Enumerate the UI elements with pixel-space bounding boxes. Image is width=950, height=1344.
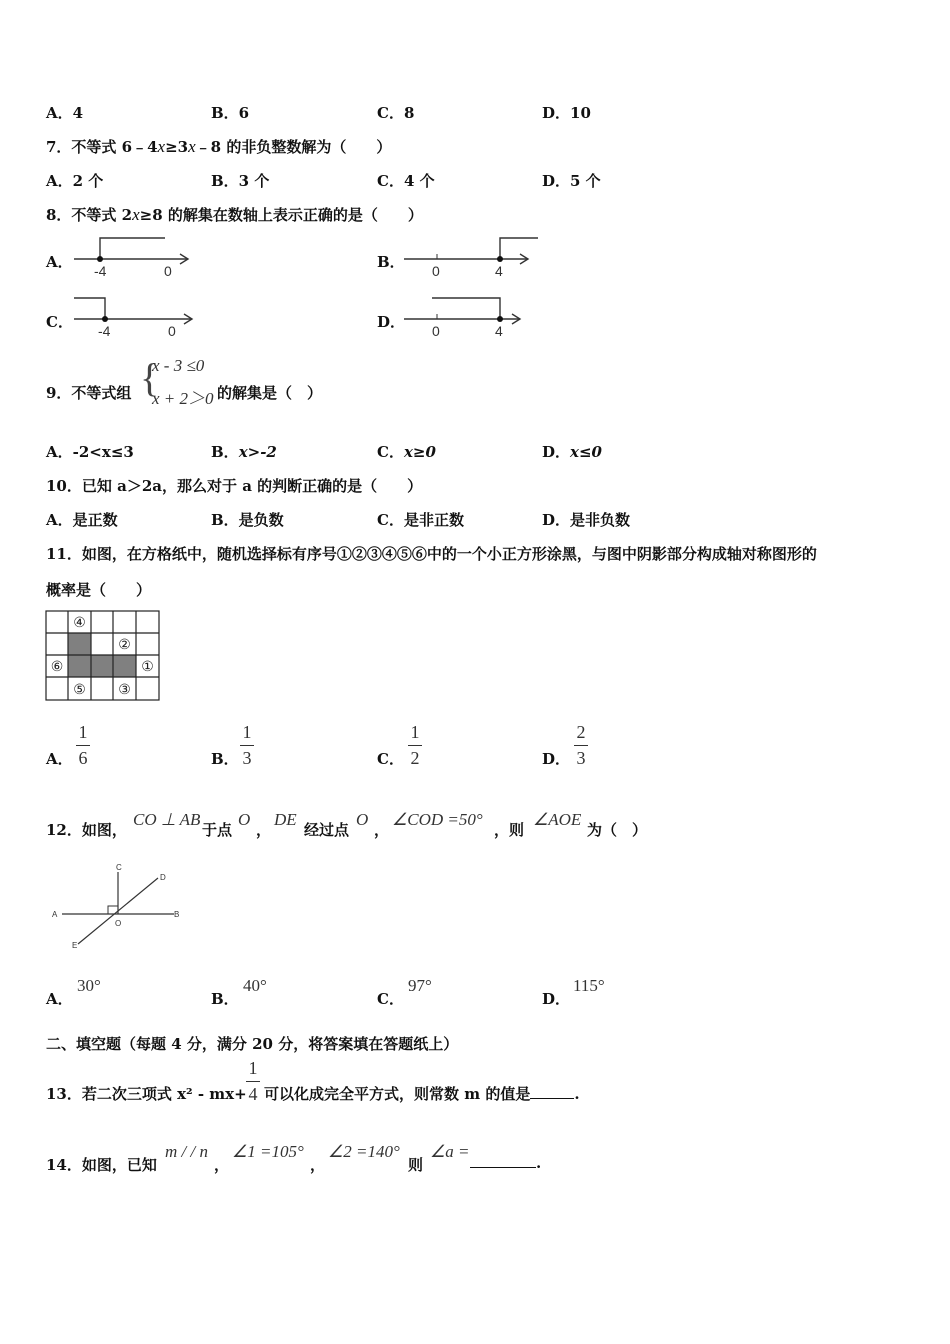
q12-text-1: 于点 — [202, 821, 233, 839]
q9-inequality-2: x + 2＞0 — [152, 389, 214, 408]
q12-option-c-value: 97° — [408, 976, 432, 995]
fig-label-b: B — [174, 910, 180, 919]
q11-option-d-label: D． — [542, 750, 571, 768]
q12-option-d-value: 115° — [573, 976, 605, 995]
tick-label: 4 — [495, 263, 503, 279]
fig-label-c: C — [116, 863, 122, 872]
q14-stem-pre: 14．如图，已知 — [46, 1156, 157, 1174]
q14-math-angle-a: ∠a = — [430, 1142, 470, 1161]
q12-option-a-label: A． — [46, 990, 73, 1008]
q12-option-a-value: 30° — [77, 976, 101, 995]
q14-math-angle1: ∠1 =105° — [232, 1142, 304, 1161]
fig-label-e: E — [72, 941, 78, 950]
q12-text-2: ， — [256, 821, 272, 839]
q12-text-4: ， — [374, 821, 390, 839]
q8-label-c: C． — [46, 313, 73, 331]
grid-label-1: ① — [141, 658, 154, 674]
q12-text-5: ，则 — [494, 821, 525, 839]
grid-label-6: ⑥ — [50, 658, 64, 674]
q10-option-d: D．是非负数 — [542, 511, 631, 529]
grid-label-3: ③ — [118, 681, 131, 697]
q12-math-perp: CO ⊥ AB — [133, 810, 201, 829]
q7-stem: 7．不等式 6﹣4x≥3x﹣8 的非负整数解为（ ） — [46, 137, 392, 156]
tick-label: 0 — [164, 263, 172, 279]
q10-stem: 10．已知 a＞2a，那么对于 a 的判断正确的是（ ） — [46, 477, 423, 495]
q12-option-d-label: D． — [542, 990, 571, 1008]
q7-option-b: B．3 个 — [211, 172, 270, 190]
q9-label: 9．不等式组 — [46, 384, 132, 402]
tick-label: 4 — [495, 323, 503, 339]
q12-text-6: 为（ ） — [587, 821, 648, 839]
q6-option-a: A．4 — [46, 104, 84, 122]
grid-label-2: ② — [118, 636, 131, 652]
fig-label-o: O — [115, 919, 122, 928]
q14-math-angle2: ∠2 =140° — [328, 1142, 400, 1161]
answer-blank[interactable] — [470, 1167, 536, 1168]
number-line-a — [70, 232, 195, 280]
q11-stem-line1: 11．如图，在方格纸中，随机选择标有序号①②③④⑤⑥中的一个小正方形涂黑，与图中阴影部分构成轴对称图形的 — [46, 545, 817, 563]
number-line-d — [400, 292, 530, 340]
q8-label-a: A． — [46, 253, 73, 271]
q10-option-a: A．是正数 — [46, 511, 118, 529]
q12-text-3: 经过点 — [304, 821, 350, 839]
q12-math-angle-cod: ∠COD =50° — [392, 810, 483, 829]
angle-figure — [48, 860, 188, 952]
q6-option-d: D．10 — [542, 104, 591, 122]
q12-option-b-label: B． — [211, 990, 239, 1008]
q6-option-b: B．6 — [211, 104, 250, 122]
q9-option-d: D．x≤0 — [542, 443, 602, 461]
q11-option-b-label: B． — [211, 750, 239, 768]
fig-label-d: D — [160, 873, 166, 882]
q11-option-c-label: C． — [377, 750, 404, 768]
q14-math-parallel: m / / n — [165, 1142, 208, 1161]
q8-label-d: D． — [377, 313, 406, 331]
number-line-b — [400, 232, 540, 280]
grid-label-5: ⑤ — [73, 681, 86, 697]
answer-blank[interactable] — [530, 1098, 574, 1099]
q12-option-c-label: C． — [377, 990, 404, 1008]
q7-option-c: C．4 个 — [377, 172, 435, 190]
q9-tail: 的解集是（ ） — [217, 384, 323, 402]
q7-option-d: D．5 个 — [542, 172, 601, 190]
q9-option-c: C．x≥0 — [377, 443, 436, 461]
q11-option-a-label: A． — [46, 750, 73, 768]
q7-option-a: A．2 个 — [46, 172, 104, 190]
tick-label: -4 — [98, 323, 111, 339]
q11-option-d-fraction: 2 3 — [574, 722, 588, 769]
section-2-heading: 二、填空题（每题 4 分，满分 20 分，将答案填在答题纸上） — [46, 1035, 459, 1053]
q12-label: 12．如图， — [46, 821, 127, 839]
q10-option-c: C．是非正数 — [377, 511, 464, 529]
q12-math-o2: O — [356, 810, 369, 829]
q13-stem-pre: 13．若二次三项式 x² - mx+ — [46, 1085, 247, 1103]
q9-inequality-1: x - 3 ≤0 — [152, 356, 205, 375]
q12-math-o1: O — [238, 810, 251, 829]
q6-option-c: C．8 — [377, 104, 415, 122]
fig-label-a: A — [52, 910, 58, 919]
q14-answer: . — [470, 1154, 541, 1172]
q12-option-b-value: 40° — [243, 976, 267, 995]
tick-label: -4 — [94, 263, 107, 279]
number-line-c — [70, 292, 200, 340]
q13-stem-post: 可以化成完全平方式，则常数 m 的值是 . — [264, 1085, 580, 1103]
tick-label: 0 — [432, 263, 440, 279]
q12-math-de: DE — [274, 810, 297, 829]
q13-fraction: 1 4 — [246, 1058, 260, 1105]
q10-option-b: B．是负数 — [211, 511, 284, 529]
grid-figure — [45, 610, 161, 702]
q9-option-b: B．x>-2 — [211, 443, 277, 461]
q11-option-b-fraction: 1 3 — [240, 722, 254, 769]
q9-option-a: A．-2<x≤3 — [46, 443, 134, 461]
q11-option-c-fraction: 1 2 — [408, 722, 422, 769]
q14-text-2: ， — [310, 1156, 326, 1174]
q11-stem-line2: 概率是（ ） — [46, 581, 152, 599]
q12-math-angle-aoe: ∠AOE — [533, 810, 582, 829]
q14-text-1: ， — [214, 1156, 230, 1174]
q14-text-3: 则 — [408, 1156, 424, 1174]
q11-option-a-fraction: 1 6 — [76, 722, 90, 769]
q8-stem: 8．不等式 2x≥8 的解集在数轴上表示正确的是（ ） — [46, 205, 423, 224]
q8-label-b: B． — [377, 253, 405, 271]
grid-label-4: ④ — [73, 614, 86, 630]
tick-label: 0 — [432, 323, 440, 339]
system-brace: { — [140, 355, 160, 400]
tick-label: 0 — [168, 323, 176, 339]
